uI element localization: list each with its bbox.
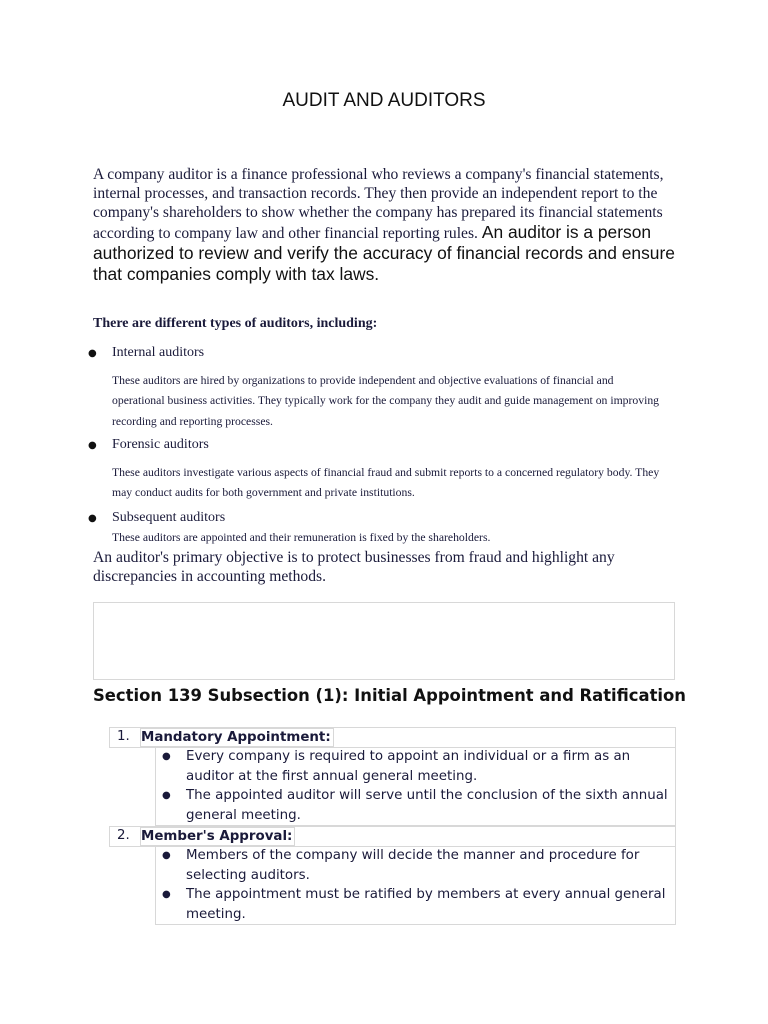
auditor-type-description: These auditors are hired by organizations to provide independent and objective evaluations of financial and operational business activities. They typically work for the company they audit and guide management on improving recording and reporting processes.: [112, 374, 660, 428]
item-number: 2.: [117, 828, 130, 843]
bullet-icon: ●: [162, 790, 171, 802]
intro-serif-text: A company auditor is a finance professional who reviews a company's financial statements, internal processes, and transaction records. They then provide an independent report to the company's shareholders to show whether the company has prepared its financial statements according to company law and other financial reporting rules.: [93, 166, 664, 242]
intro-paragraph: [93, 165, 683, 285]
item-bullet-list: [155, 846, 676, 925]
list-item-text: The appointed auditor will serve until the conclusion of the sixth annual general meeting.: [186, 788, 668, 823]
auditor-type-description: These auditors are appointed and their remuneration is fixed by the shareholders.: [112, 531, 491, 544]
item-bullet-list: [155, 747, 676, 826]
item-label: Member's Approval:: [140, 827, 295, 846]
intro-sans-text: An auditor is a person authorized to review and verify the accuracy of financial records and ensure that companies comply with tax laws.: [93, 222, 675, 284]
empty-frame: [93, 602, 675, 680]
list-item-text: The appointment must be ratified by members at every annual general meeting.: [186, 887, 666, 922]
list-item: [156, 747, 675, 786]
list-item: [156, 885, 675, 924]
auditor-type-name: Forensic auditors: [112, 437, 209, 452]
list-item-text: Members of the company will decide the manner and procedure for selecting auditors.: [186, 848, 640, 883]
list-item: [156, 846, 675, 885]
bullet-icon: ●: [162, 751, 171, 762]
auditor-type-name: Subsequent auditors: [112, 510, 226, 525]
document-title: AUDIT AND AUDITORS: [282, 90, 486, 111]
objective-paragraph: An auditor's primary objective is to protect businesses from fraud and highlight any discrepancies in accounting methods.: [93, 549, 615, 585]
auditor-types-heading: There are different types of auditors, including:: [93, 316, 378, 331]
auditor-type-name: Internal auditors: [112, 345, 205, 360]
bullet-icon: ●: [88, 348, 97, 359]
bullet-icon: ●: [88, 440, 97, 451]
numbered-item-header: [109, 727, 676, 748]
bullet-icon: ●: [88, 513, 97, 524]
numbered-item-header: [109, 826, 676, 847]
bullet-icon: ●: [162, 889, 171, 901]
item-label: Mandatory Appointment:: [140, 728, 334, 747]
bullet-icon: ●: [162, 850, 171, 861]
section-heading: Section 139 Subsection (1): Initial Appointment and Ratification: [93, 686, 686, 705]
list-item: [156, 786, 675, 825]
auditor-type-description: These auditors investigate various aspects of financial fraud and submit reports to a concerned regulatory body. They may conduct audits for both government and private institutions.: [112, 466, 660, 500]
item-number: 1.: [117, 729, 130, 744]
list-item-text: Every company is required to appoint an individual or a firm as an auditor at the first annual general meeting.: [186, 749, 631, 784]
